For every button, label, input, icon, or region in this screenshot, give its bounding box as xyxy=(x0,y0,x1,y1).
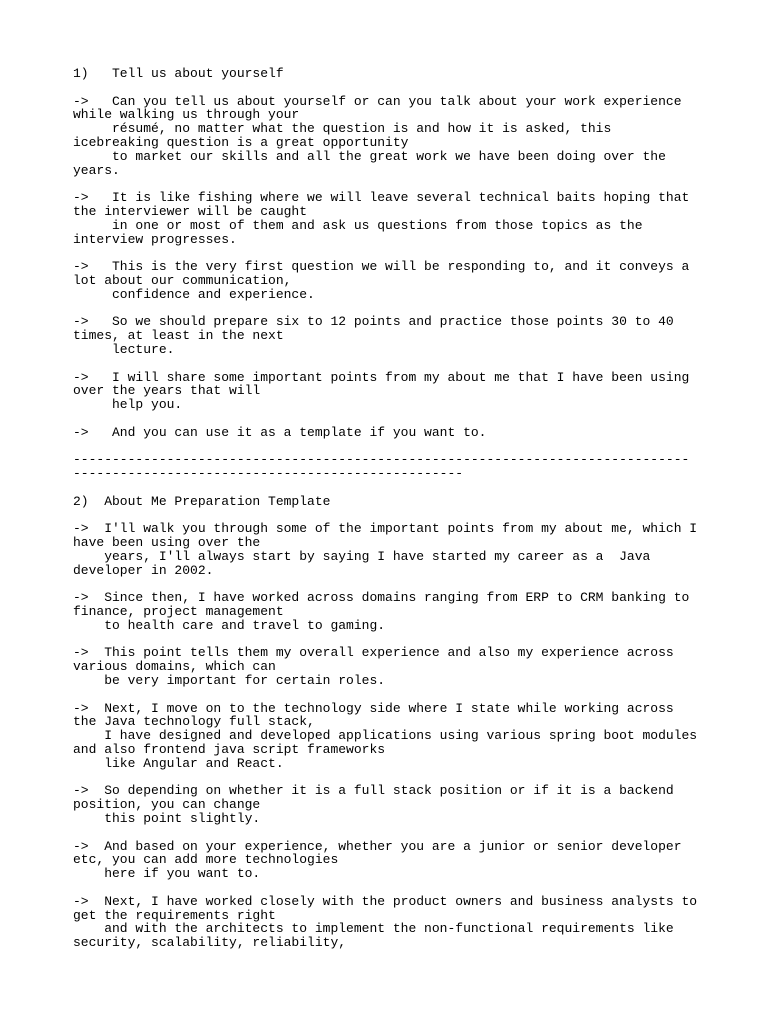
text-line: I have designed and developed applications using various spring boot modules xyxy=(73,728,698,744)
text-line: ------------------------------------------------------------------------------- xyxy=(73,452,690,468)
text-line: to health care and travel to gaming. xyxy=(73,617,386,633)
blank-line xyxy=(73,412,733,426)
text-line: -> Next, I have worked closely with the product owners and business analysts to xyxy=(73,893,698,909)
text-line: -> So we should prepare six to 12 points and practice those points 30 to 40 xyxy=(73,314,674,330)
text-line: -> This is the very first question we will be responding to, and it conveys a xyxy=(73,259,690,275)
text-line: the Java technology full stack, xyxy=(73,714,315,730)
blank-line xyxy=(73,481,733,495)
text-line: years. xyxy=(73,162,120,178)
text-line: developer in 2002. xyxy=(73,562,214,578)
text-line: and with the architects to implement the non-functional requirements like xyxy=(73,921,674,937)
text-line: -> So depending on whether it is a full stack position or if it is a backend xyxy=(73,783,674,799)
text-line: help you. xyxy=(73,397,183,413)
text-line: -> I'll walk you through some of the important points from my about me, which I xyxy=(73,521,698,537)
text-line: etc, you can add more technologies xyxy=(73,852,339,868)
text-line: be very important for certain roles. xyxy=(73,673,386,689)
blank-line xyxy=(73,81,733,95)
blank-line xyxy=(73,440,733,454)
blank-line xyxy=(73,688,733,702)
text-line: security, scalability, reliability, xyxy=(73,935,347,951)
text-line: confidence and experience. xyxy=(73,286,315,302)
text-line: -> Next, I move on to the technology side where I state while working across xyxy=(73,700,674,716)
text-line: and also frontend java script frameworks xyxy=(73,742,386,758)
blank-line xyxy=(73,633,733,647)
text-line: to market our skills and all the great work we have been doing over the xyxy=(73,148,666,164)
text-line: position, you can change xyxy=(73,797,261,813)
text-line: have been using over the xyxy=(73,535,261,551)
text-line: the interviewer will be caught xyxy=(73,203,308,219)
text-line: lot about our communication, xyxy=(73,272,292,288)
text-line: like Angular and React. xyxy=(73,755,284,771)
text-line: icebreaking question is a great opportunity xyxy=(73,134,409,150)
blank-line xyxy=(73,246,733,260)
text-line: various domains, which can xyxy=(73,659,276,675)
text-line: over the years that will xyxy=(73,383,261,399)
text-line: -> Since then, I have worked across domains ranging from ERP to CRM banking to xyxy=(73,590,690,606)
text-line: 1) Tell us about yourself xyxy=(73,66,284,81)
blank-line xyxy=(73,177,733,191)
blank-line xyxy=(73,577,733,591)
text-line: -------------------------------------------------- xyxy=(73,466,464,482)
text-line: while walking us through your xyxy=(73,107,300,123)
text-line: résumé, no matter what the question is and how it is asked, this xyxy=(73,121,612,137)
text-line: -> This point tells them my overall experience and also my experience across xyxy=(73,645,674,661)
blank-line xyxy=(73,509,733,523)
text-line: years, I'll always start by saying I have started my career as a Java xyxy=(73,548,651,564)
text-line: interview progresses. xyxy=(73,231,237,247)
text-line: -> And based on your experience, whether you are a junior or senior developer xyxy=(73,838,682,854)
document-text xyxy=(73,67,733,950)
blank-line xyxy=(73,357,733,371)
blank-line xyxy=(73,826,733,840)
text-line: -> Can you tell us about yourself or can you talk about your work experience xyxy=(73,93,682,109)
text-line: get the requirements right xyxy=(73,907,276,923)
text-line: this point slightly. xyxy=(73,811,261,827)
text-line: finance, project management xyxy=(73,604,284,620)
text-line: -> And you can use it as a template if you want to. xyxy=(73,424,487,440)
text-line: lecture. xyxy=(73,341,175,357)
text-line: here if you want to. xyxy=(73,866,261,882)
text-line: 2) About Me Preparation Template xyxy=(73,493,331,509)
blank-line xyxy=(73,771,733,785)
blank-line xyxy=(73,302,733,316)
text-line: times, at least in the next xyxy=(73,328,284,344)
text-line: in one or most of them and ask us questions from those topics as the xyxy=(73,217,643,233)
text-line: -> It is like fishing where we will leave several technical baits hoping that xyxy=(73,190,690,206)
text-line: -> I will share some important points from my about me that I have been using xyxy=(73,369,690,385)
blank-line xyxy=(73,881,733,895)
